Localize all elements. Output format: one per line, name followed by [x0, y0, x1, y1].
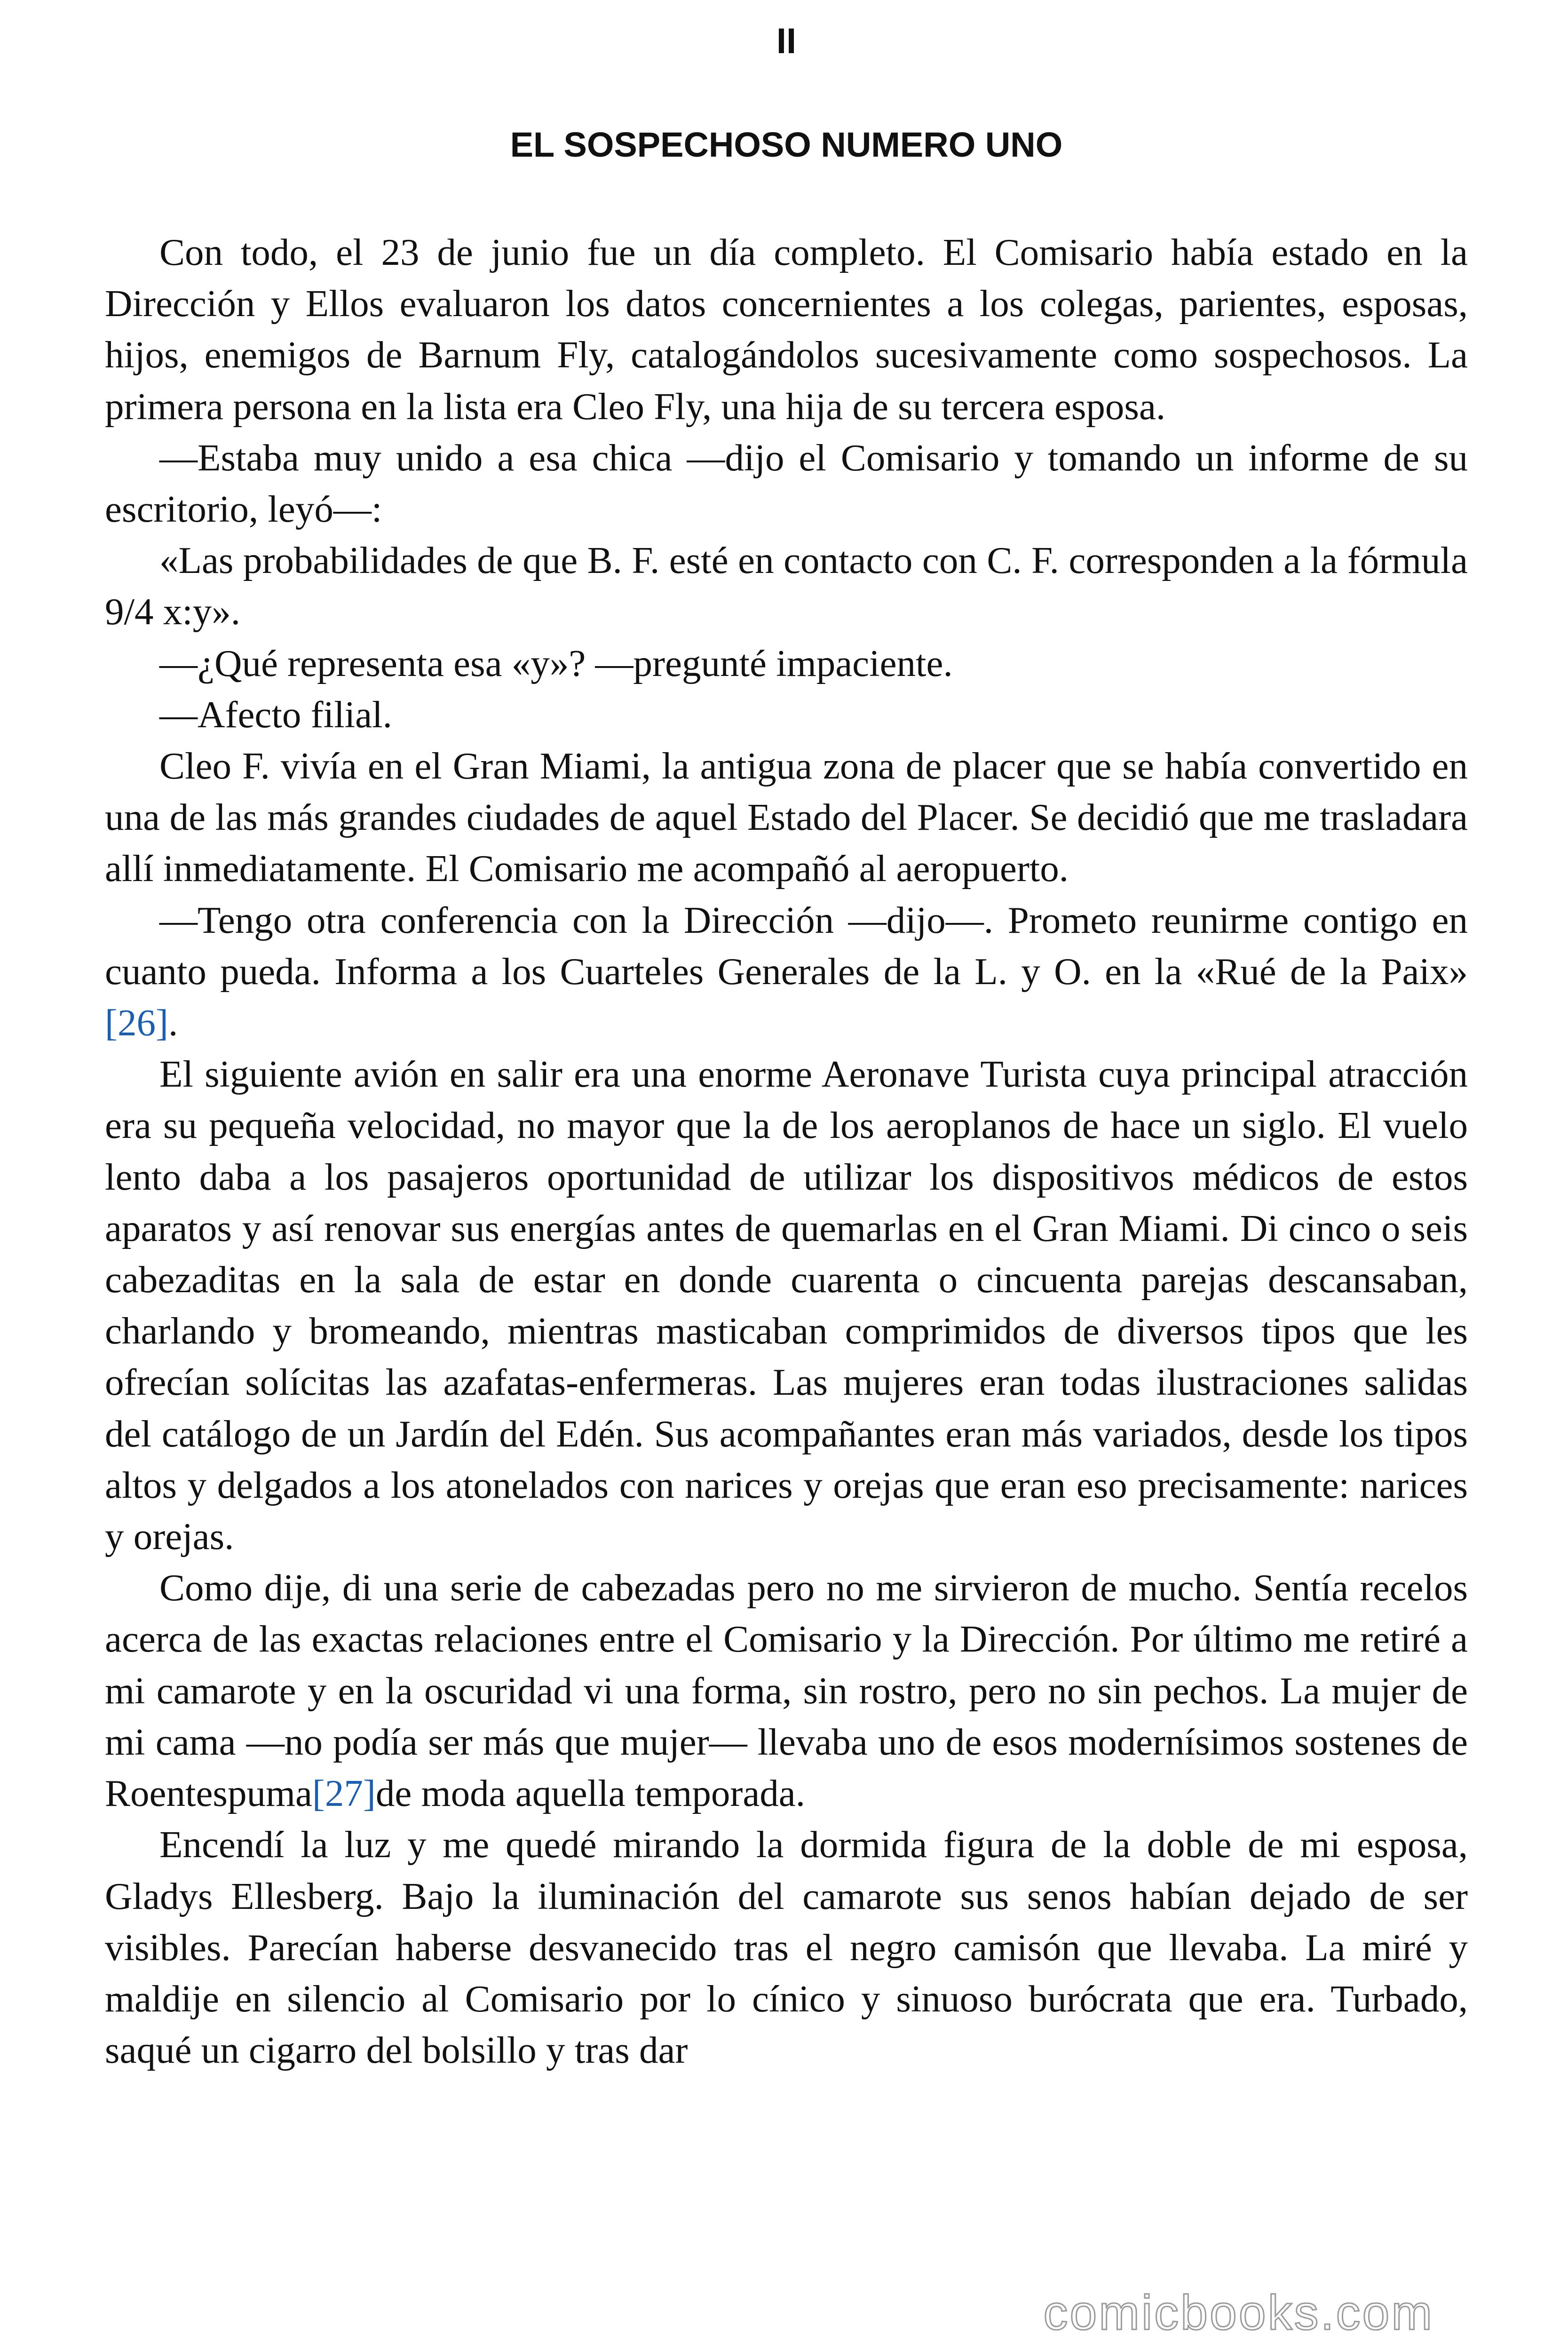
book-page — [105, 0, 1468, 2352]
paragraph — [105, 1819, 1468, 2076]
footnote-link-26[interactable]: [26] — [105, 1001, 168, 1044]
paragraph — [105, 432, 1468, 535]
paragraph-text-tail: de moda aquella temporada. — [375, 1772, 805, 1815]
paragraph — [105, 638, 1468, 689]
paragraph-text: —Tengo otra conferencia con la Dirección —dijo—. Prometo reunirme contigo en cuanto pueda. Informa a los Cuarteles Generales de la L. y O. en la «Rué de la Paix» — [105, 898, 1468, 993]
paragraph — [105, 689, 1468, 740]
chapter-body — [105, 227, 1468, 2076]
chapter-title: EL SOSPECHOSO NUMERO UNO — [510, 125, 1063, 164]
paragraph-text: Encendí la luz y me quedé mirando la dormida figura de la doble de mi esposa, Gladys Ellesberg. Bajo la iluminación del camarote sus senos habían dejado de ser visibles. Parecían haberse desvanecido tras el negro camisón que llevaba. La miré y maldije en silencio al Comisario por lo cínico y sinuoso burócrata que era. Turbado, saqué un cigarro del bolsillo y tras dar — [105, 1823, 1468, 2072]
watermark-logo: comicbooks.com — [1043, 2286, 1434, 2340]
paragraph-text: —Estaba muy unido a esa chica —dijo el Comisario y tomando un informe de su escritorio, leyó—: — [105, 436, 1468, 531]
paragraph-text: Cleo F. vivía en el Gran Miami, la antigua zona de placer que se había convertido en una de las más grandes ciudades de aquel Estado del Placer. Se decidió que me trasladara allí inmediatamente. El Comisario me acompañó al aeropuerto. — [105, 745, 1468, 890]
paragraph-text: —¿Qué representa esa «y»? —pregunté impaciente. — [159, 642, 953, 684]
paragraph-text: —Afecto filial. — [159, 693, 392, 736]
paragraph-text: «Las probabilidades de que B. F. esté en contacto con C. F. corresponden a la fórmula 9/4 x:y». — [105, 539, 1468, 633]
paragraph — [105, 227, 1468, 432]
paragraph — [105, 895, 1468, 1049]
chapter-number: II — [776, 21, 797, 61]
footnote-link-27[interactable]: [27] — [312, 1772, 376, 1815]
paragraph-text: Con todo, el 23 de junio fue un día completo. El Comisario había estado en la Dirección y Ellos evaluaron los datos concernientes a los colegas, parientes, esposas, hijos, enemigos de Barnum Fly, catalogándolos sucesivamente como sospechosos. La primera persona en la lista era Cleo Fly, una hija de su tercera esposa. — [105, 231, 1468, 428]
paragraph-text-tail: . — [168, 1001, 178, 1044]
paragraph-text: El siguiente avión en salir era una enorme Aeronave Turista cuya principal atracción era su pequeña velocidad, no mayor que la de los aeroplanos de hace un siglo. El vuelo lento daba a los pasajeros oportunidad de utilizar los dispositivos médicos de estos aparatos y así renovar sus energías antes de quemarlas en el Gran Miami. Di cinco o seis cabezaditas en la sala de estar en donde cuarenta o cincuenta parejas descansaban, charlando y bromeando, mientras masticaban comprimidos de diversos tipos que les ofrecían solícitas las azafatas-enfermeras. Las mujeres eran todas ilustraciones salidas del catálogo de un Jardín del Edén. Sus acompañantes eran más variados, desde los tipos altos y delgados a los atonelados con narices y orejas que eran eso precisamente: narices y orejas. — [105, 1053, 1468, 1558]
paragraph — [105, 1562, 1468, 1819]
paragraph — [105, 1049, 1468, 1562]
paragraph — [105, 740, 1468, 895]
paragraph-text: Como dije, di una serie de cabezadas pero no me sirvieron de mucho. Sentía recelos acerca de las exactas relaciones entre el Comisario y la Dirección. Por último me retiré a mi camarote y en la oscuridad vi una forma, sin rostro, pero no sin pechos. La mujer de mi cama —no podía ser más que mujer— llevaba uno de esos modernísimos sostenes de Roentespuma — [105, 1566, 1468, 1815]
paragraph — [105, 535, 1468, 637]
